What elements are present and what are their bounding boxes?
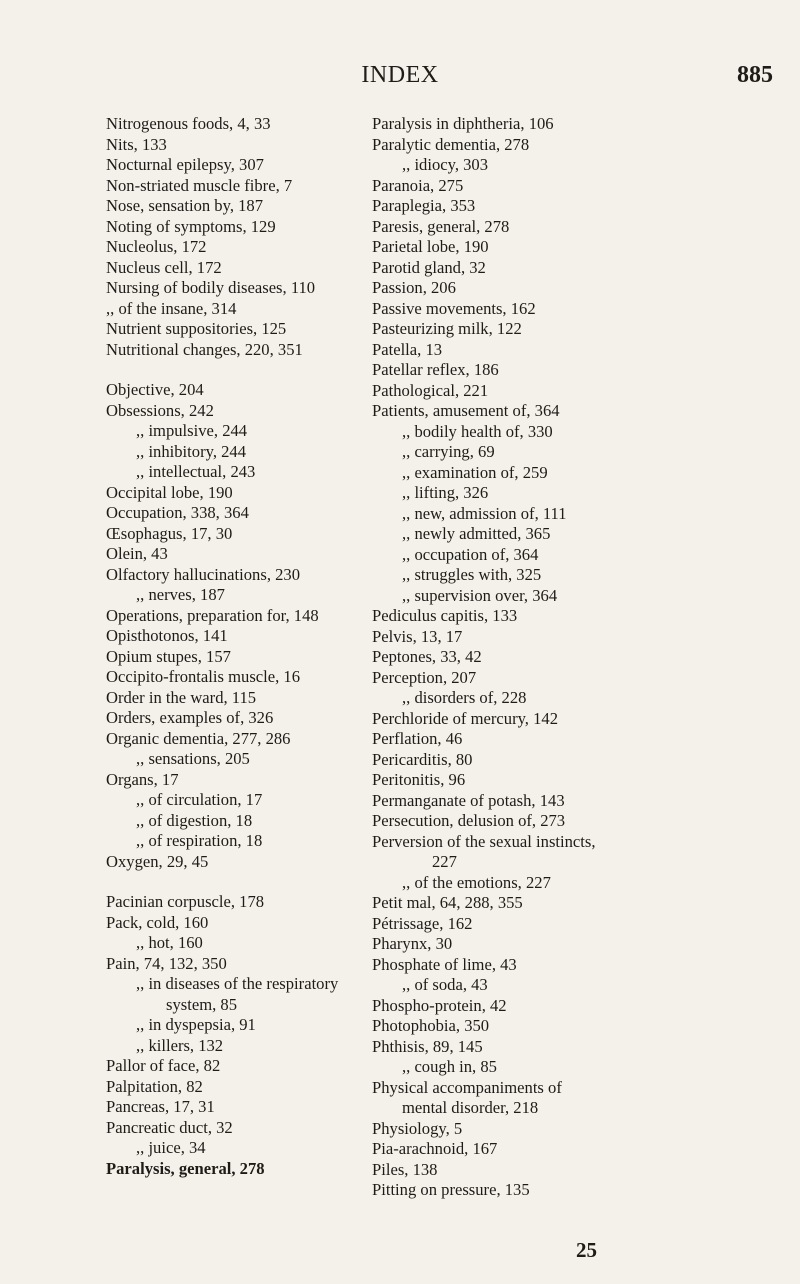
index-entry: Operations, preparation for, 148 (106, 605, 319, 625)
index-entry: Passion, 206 (372, 278, 456, 297)
index-entry: Œsophagus, 17, 30 (106, 523, 233, 543)
index-entry: Photophobia, 350 (372, 1016, 490, 1035)
index-entry: Phospho-protein, 42 (372, 995, 507, 1015)
index-subentry: ,, sensations, 205 (136, 749, 250, 768)
index-subentry: ,, bodily health of, 330 (402, 421, 553, 441)
index-entry: Piles, 138 (372, 1159, 438, 1179)
index-entry: Pharynx, 30 (372, 934, 453, 953)
index-entry: Perversion of the sexual instincts, (372, 831, 596, 851)
index-entry: Physical accompaniments of (372, 1077, 562, 1097)
index-entry: Petit mal, 64, 288, 355 (372, 893, 523, 912)
index-entry: Organs, 17 (106, 769, 179, 789)
index-entry: Pelvis, 13, 17 (372, 626, 463, 646)
index-entry: Orders, examples of, 326 (106, 708, 274, 727)
index-entry: Paraplegia, 353 (372, 196, 476, 215)
index-entry: Opisthotonos, 141 (106, 626, 228, 645)
index-entry: Occupation, 338, 364 (106, 503, 249, 522)
index-entry: Paralysis in diphtheria, 106 (372, 114, 554, 133)
index-entry: Olein, 43 (106, 544, 168, 563)
index-entry: Obsessions, 242 (106, 400, 214, 420)
index-column-right (372, 114, 772, 1201)
index-subentry: ,, cough in, 85 (402, 1057, 497, 1076)
index-entry: Occipito-frontalis muscle, 16 (106, 667, 301, 686)
index-subentry: ,, newly admitted, 365 (402, 524, 551, 543)
page-title: INDEX (361, 62, 439, 88)
index-entry: Physiology, 5 (372, 1118, 463, 1138)
index-entry: Phosphate of lime, 43 (372, 954, 517, 974)
index-entry: Pack, cold, 160 (106, 912, 209, 932)
index-entry: Patients, amusement of, 364 (372, 401, 560, 420)
index-entry: Non-striated muscle fibre, 7 (106, 175, 293, 195)
index-entry: Pia-arachnoid, 167 (372, 1139, 498, 1158)
index-entry: Nocturnal epilepsy, 307 (106, 155, 264, 174)
index-entry: Patella, 13 (372, 339, 443, 359)
index-entry: Nits, 133 (106, 134, 167, 154)
index-entry: Pericarditis, 80 (372, 749, 473, 769)
index-entry: Pain, 74, 132, 350 (106, 953, 227, 973)
index-entry: Pacinian corpuscle, 178 (106, 892, 265, 911)
index-subentry: ,, of circulation, 17 (136, 790, 263, 809)
index-entry: Phthisis, 89, 145 (372, 1036, 483, 1056)
page-header (0, 62, 800, 98)
index-entry: Paralysis, general, 278 (106, 1158, 265, 1178)
index-continuation: system, 85 (166, 994, 237, 1014)
index-entry: Pediculus capitis, 133 (372, 606, 518, 625)
index-entry: Nutrient suppositories, 125 (106, 319, 287, 338)
index-entry: Paranoia, 275 (372, 175, 464, 195)
index-entry: Paresis, general, 278 (372, 216, 510, 236)
index-subentry: ,, of the insane, 314 (106, 298, 237, 318)
index-entry: Pétrissage, 162 (372, 913, 473, 933)
index-subentry: ,, occupation of, 364 (402, 544, 539, 564)
index-subentry: ,, juice, 34 (136, 1138, 206, 1157)
page-number: 885 (737, 62, 773, 88)
index-entry: Perception, 207 (372, 667, 477, 687)
index-entry: Paralytic dementia, 278 (372, 134, 530, 154)
index-subentry: ,, of the emotions, 227 (402, 872, 551, 892)
index-entry: Nitrogenous foods, 4, 33 (106, 114, 271, 133)
index-entry: Pitting on pressure, 135 (372, 1180, 530, 1199)
index-entry: Objective, 204 (106, 380, 204, 399)
index-subentry: ,, of digestion, 18 (136, 810, 253, 830)
index-entry: Olfactory hallucinations, 230 (106, 564, 301, 584)
index-subentry: ,, impulsive, 244 (136, 421, 248, 440)
index-subentry: ,, examination of, 259 (402, 462, 548, 482)
index-entry: Peritonitis, 96 (372, 770, 466, 789)
index-entry: Pathological, 221 (372, 380, 489, 400)
index-entry: Nursing of bodily diseases, 110 (106, 278, 316, 297)
index-entry: Persecution, delusion of, 273 (372, 811, 566, 830)
index-entry: Pallor of face, 82 (106, 1056, 221, 1075)
index-subentry: ,, supervision over, 364 (402, 585, 558, 605)
index-entry: Perflation, 46 (372, 729, 463, 748)
index-subentry: ,, intellectual, 243 (136, 462, 256, 481)
index-subentry: ,, killers, 132 (136, 1035, 224, 1055)
index-entry: Patellar reflex, 186 (372, 360, 499, 379)
index-entry: Pancreas, 17, 31 (106, 1097, 215, 1116)
index-subentry: ,, in dyspepsia, 91 (136, 1015, 256, 1034)
index-subentry: ,, disorders of, 228 (402, 688, 527, 707)
index-entry: Noting of symptoms, 129 (106, 216, 276, 236)
index-entry: Permanganate of potash, 143 (372, 790, 565, 810)
index-entry: Oxygen, 29, 45 (106, 851, 209, 871)
index-entry: Passive movements, 162 (372, 298, 536, 318)
index-subentry: ,, hot, 160 (136, 933, 203, 952)
index-subentry: ,, of soda, 43 (402, 975, 488, 994)
signature-mark: 25 (576, 1238, 597, 1262)
index-continuation: 227 (432, 852, 457, 871)
index-subentry: ,, lifting, 326 (402, 483, 489, 502)
index-entry: Nutritional changes, 220, 351 (106, 339, 303, 359)
index-column-left (106, 114, 381, 1179)
index-entry: Nose, sensation by, 187 (106, 196, 264, 215)
index-subentry: ,, struggles with, 325 (402, 565, 542, 584)
index-subentry: ,, in diseases of the respiratory (136, 974, 339, 993)
index-subentry: ,, idiocy, 303 (402, 155, 489, 174)
index-entry: Pasteurizing milk, 122 (372, 319, 522, 338)
index-entry: Peptones, 33, 42 (372, 647, 482, 666)
index-entry: Opium stupes, 157 (106, 646, 231, 666)
index-entry: Occipital lobe, 190 (106, 482, 233, 502)
index-entry: Perchloride of mercury, 142 (372, 708, 558, 728)
index-continuation: mental disorder, 218 (402, 1098, 539, 1117)
index-entry: Nucleolus, 172 (106, 237, 207, 256)
index-entry: Pancreatic duct, 32 (106, 1117, 233, 1137)
index-entry: Order in the ward, 115 (106, 687, 257, 707)
index-subentry: ,, inhibitory, 244 (136, 441, 247, 461)
index-subentry: ,, of respiration, 18 (136, 831, 263, 850)
index-entry: Palpitation, 82 (106, 1076, 203, 1096)
index-entry: Organic dementia, 277, 286 (106, 728, 291, 748)
index-entry: Parotid gland, 32 (372, 257, 486, 277)
index-subentry: ,, carrying, 69 (402, 442, 495, 461)
index-subentry: ,, new, admission of, 111 (402, 503, 567, 523)
index-subentry: ,, nerves, 187 (136, 585, 225, 604)
index-entry: Parietal lobe, 190 (372, 237, 489, 256)
index-entry: Nucleus cell, 172 (106, 257, 222, 277)
